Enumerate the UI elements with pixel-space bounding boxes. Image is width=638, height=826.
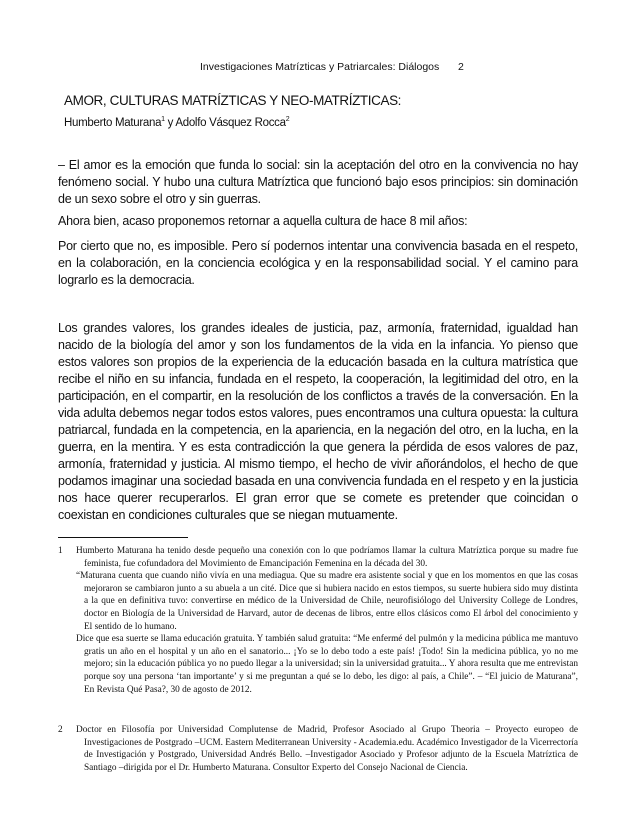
article-title: AMOR, CULTURAS MATRÍZTICAS Y NEO-MATRÍZTICAS: (64, 93, 402, 108)
footnote-paragraph: Doctor en Filosofía por Universidad Complutense de Madrid, Profesor Asociado al Grupo Theoria – Proyecto europeo de Investigaciones de Postgrado –UCM. Eastern Mediterranean University - Academia.edu. Académico Investigador de la Vicerrectoría de Investigación y Postgrado, Universidad Andrés Bello. –Investigador Asociado y Profesor adjunto de la Escuela Matríztica de Santiago –dirigida por el Dr. Humberto Maturana. Consultor Experto del Consejo Nacional de Ciencia. (76, 725, 578, 773)
footnote-paragraph: Humberto Maturana ha tenido desde pequeño una conexión con lo que podríamos llamar la cultura Matríztica porque su madre fue feminista, fue cofundadora del Movimiento de Emancipación Femenina en la década del 30. (76, 546, 578, 569)
page-number: 2 (458, 61, 464, 73)
footnote-number: 2 (58, 725, 63, 735)
footnote-paragraph: Dice que esa suerte se llama educación gratuita. Y también salud gratuita: “Me enfermé del pulmón y la medicina pública me mantuvo gratis un año en el hospital y un año en el sanatorio... ¡Yo se lo debo todo a este país! ¡Todo! Sin la medicina pública, yo no me mejoro; sin la educación pública yo no puedo llegar a la universidad; sin la universidad gratuita... Y ahora resulta que me entrevistan porque soy una persona ‘tan importante’ y si me preguntan a qué se lo debo, les digo: al país, a Chile”. – “El juicio de Maturana”, En Revista Qué Pasa?, 30 de agosto de 2012. (76, 634, 578, 695)
footnote-text (76, 724, 578, 774)
body-paragraph: – El amor es la emoción que funda lo social: sin la aceptación del otro en la convivencia no hay fenómeno social. Y hubo una cultura Matríztica que funcionó bajo esos principios: sin dominación de un sexo sobre el otro y sin guerras. (58, 158, 578, 206)
footnote-number: 1 (58, 546, 63, 556)
footnote-ref-1[interactable]: 1 (161, 116, 165, 123)
body-paragraph: Los grandes valores, los grandes ideales de justicia, paz, armonía, fraternidad, igualdad han nacido de la biología del amor y son los fundamentos de la vida en la infancia. Yo pienso que estos valores son propios de la experiencia de la educación basada en la cultura matrística que recibe el niño en su infancia, fundada en el respeto, la cooperación, la legitimidad del otro, en la participación, en el compartir, en la resolución de los conflictos a través de la conversación. En la vida adulta debemos negar todos estos valores, pues encontramos una cultura opuesta: la cultura patriarcal, fundada en la competencia, en la apariencia, en la negación del otro, en la lucha, en la guerra, en la mentira. Y es esta contradicción la que genera la pérdida de esos valores de paz, armonía, fraternidad y justicia. Al mismo tiempo, el hecho de vivir añorándolos, el hecho de que podamos imaginar una sociedad basada en una convivencia fundada en el respeto y en la justicia nos hace querer recuperarlos. El gran error que se comete es pretender que coincidan o coexistan en condiciones culturales que se niegan mutuamente. (58, 321, 578, 522)
author-name: Humberto Maturana (64, 116, 162, 129)
footnote-text (76, 545, 578, 696)
article-authors (64, 116, 289, 129)
body-paragraph: Ahora bien, acaso proponemos retornar a aquella cultura de hace 8 mil años: (58, 214, 468, 228)
footnote-ref-2[interactable]: 2 (285, 116, 290, 123)
footnote-divider (58, 537, 188, 538)
running-title: Investigaciones Matrízticas y Patriarcales: Diálogos (200, 61, 440, 73)
body-paragraph: Por cierto que no, es imposible. Pero sí podernos intentar una convivencia basada en el respeto, en la colaboración, en la conciencia ecológica y en la responsabilidad social. Y el camino para lograrlo es la democracia. (58, 239, 578, 287)
footnote-paragraph: “Maturana cuenta que cuando niño vivía en una mediagua. Que su madre era asistente social y que en los momentos en que las cosas mejoraron se cambiaron junto a su abuela a un cité. Dice que si hubiera nacido en estos tiempos, su suerte hubiera sido muy distinta a la que en definitiva tuvo: convertirse en médico de la Universidad de Chile, neurofisiólogo del University College de Londres, doctor en Biología de la Universidad de Harvard, autor de decenas de libros, entre ellos clásicos como El árbol del conocimiento y El sentido de lo humano. (76, 571, 578, 632)
footnote (58, 724, 578, 774)
author-name: y Adolfo Vásquez Rocca (164, 116, 286, 129)
footnote (58, 545, 578, 696)
